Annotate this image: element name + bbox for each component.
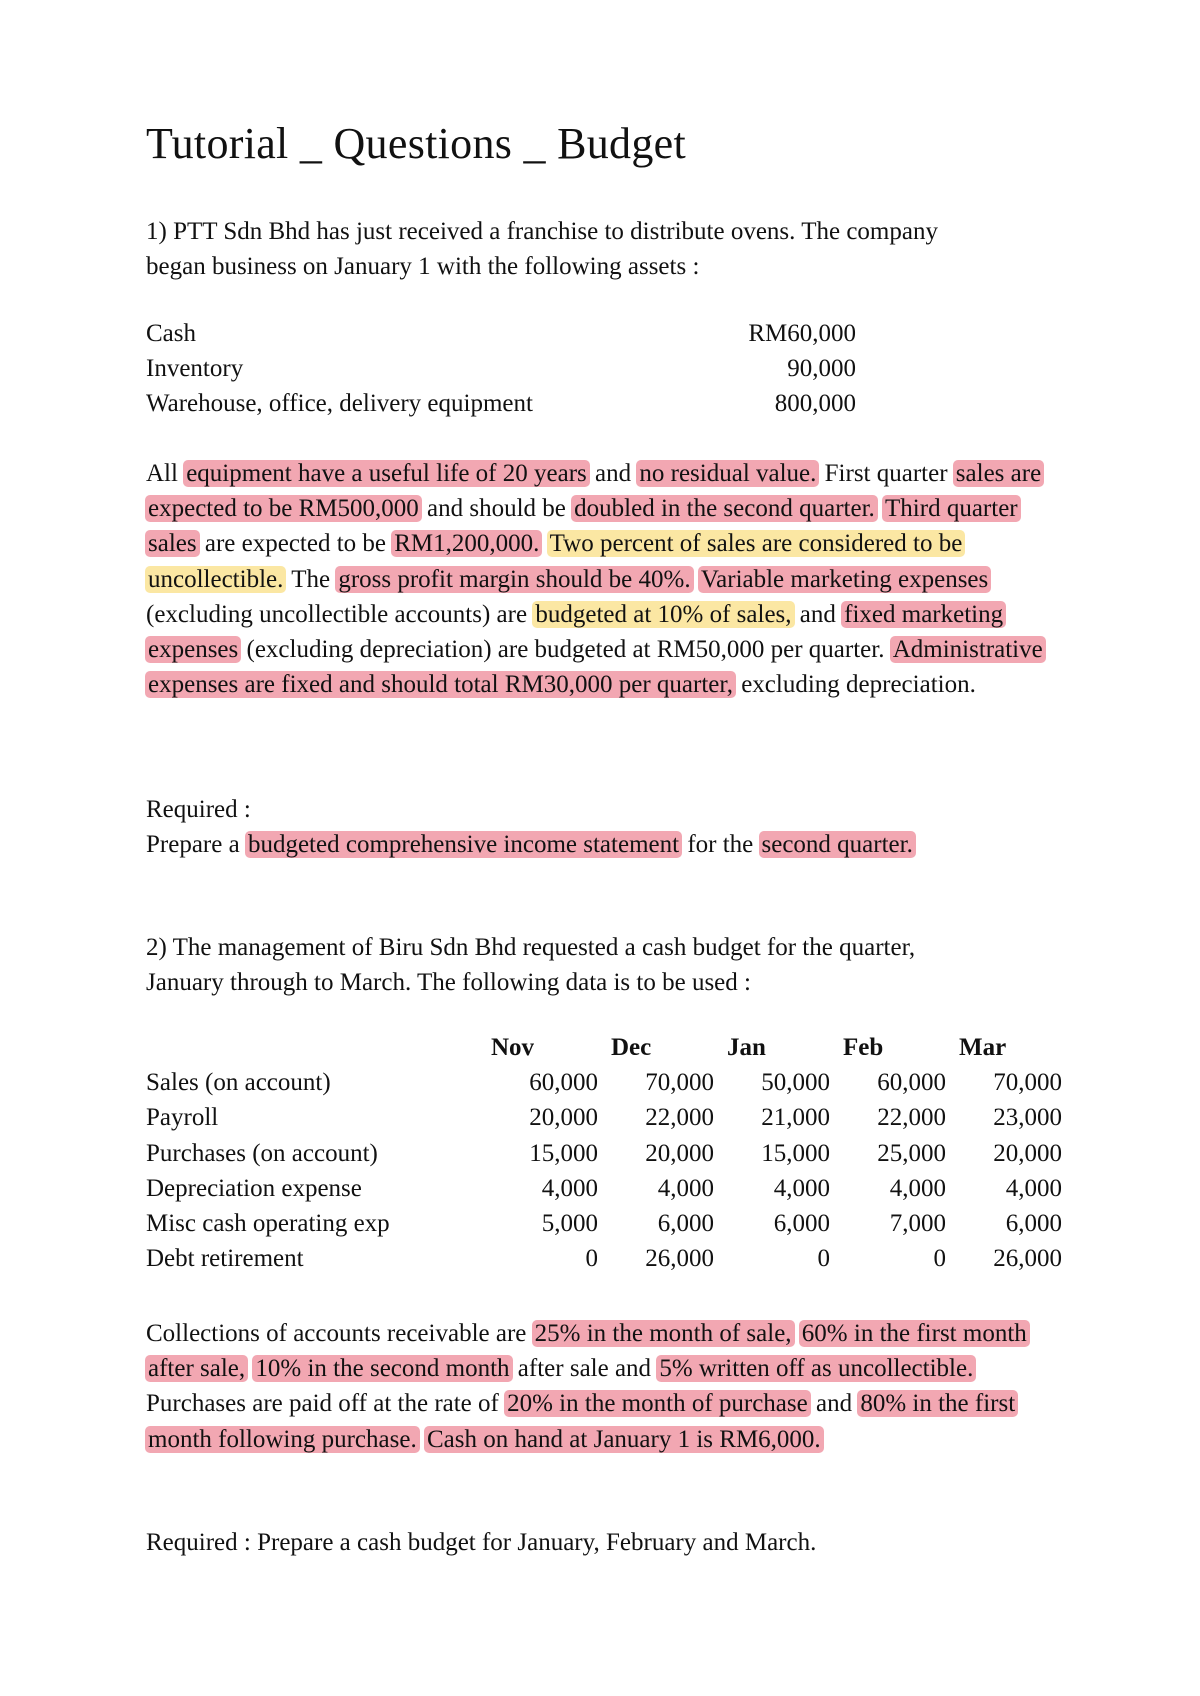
highlight-pink: 20% in the month of purchase — [504, 1390, 811, 1417]
month-header: Jan — [727, 1034, 766, 1061]
asset-label: Warehouse, office, delivery equipment — [146, 390, 533, 417]
highlight-pink: second quarter. — [759, 831, 916, 858]
row-label: Purchases (on account) — [146, 1139, 378, 1167]
asset-row-inventory — [146, 351, 856, 386]
cell-value: 70,000 — [645, 1069, 714, 1097]
text-run: Collections of accounts receivable are — [146, 1320, 527, 1347]
cell-value: 15,000 — [529, 1139, 598, 1167]
row-label: Depreciation expense — [146, 1174, 362, 1202]
month-header: Mar — [959, 1034, 1007, 1061]
cell-value: 4,000 — [1005, 1174, 1062, 1202]
q1-intro-line-2: began business on January 1 with the following assets : — [146, 253, 700, 281]
asset-amount: 800,000 — [774, 390, 856, 417]
q2-data-table — [146, 1030, 1062, 1276]
text-run: excluding depreciation. — [741, 671, 976, 699]
table-row — [146, 1065, 1062, 1100]
q2-paragraph — [146, 1316, 1076, 1457]
cell-value: 15,000 — [761, 1139, 830, 1167]
cell-value: 22,000 — [877, 1104, 946, 1132]
asset-amount: 90,000 — [787, 355, 856, 382]
cell-value: 6,000 — [657, 1210, 714, 1238]
asset-label: Inventory — [146, 355, 244, 382]
row-label: Payroll — [146, 1104, 219, 1132]
cell-value: 4,000 — [657, 1174, 714, 1202]
row-label: Misc cash operating exp — [146, 1210, 390, 1238]
cell-value: 0 — [817, 1245, 830, 1273]
cell-value: 60,000 — [877, 1069, 946, 1097]
cell-value: 7,000 — [889, 1210, 946, 1238]
cell-value: 20,000 — [993, 1139, 1062, 1167]
cell-value: 6,000 — [1005, 1210, 1062, 1238]
row-label: Debt retirement — [146, 1245, 304, 1273]
text-run: and — [799, 600, 836, 628]
cell-value: 0 — [585, 1245, 598, 1273]
q1-intro-line-1: 1) PTT Sdn Bhd has just received a franchise to distribute ovens. The company — [146, 218, 938, 245]
table-row — [146, 1136, 1062, 1171]
highlight-pink: 10% in the second month — [252, 1355, 512, 1382]
asset-row-equipment — [146, 386, 856, 421]
table-header-row — [146, 1030, 1062, 1065]
cell-value: 70,000 — [993, 1069, 1062, 1097]
table-row — [146, 1171, 1062, 1206]
cell-value: 50,000 — [761, 1069, 830, 1097]
highlight-pink: gross profit margin should be 40%. — [335, 566, 693, 593]
cell-value: 20,000 — [645, 1139, 714, 1167]
month-header: Nov — [491, 1034, 535, 1061]
highlight-pink: RM1,200,000. — [391, 530, 542, 557]
cell-value: 0 — [933, 1245, 946, 1273]
table-row — [146, 1100, 1062, 1135]
text-run: All — [146, 460, 178, 487]
cell-value: 4,000 — [889, 1174, 946, 1202]
text-run: The — [291, 565, 331, 593]
text-run: (excluding depreciation) are budgeted at RM50,000 per quarter. — [246, 636, 885, 664]
cell-value: 6,000 — [773, 1210, 830, 1238]
cell-value: 60,000 — [529, 1069, 598, 1097]
required-label: Required : — [146, 796, 251, 823]
highlight-pink: fixed marketing expenses — [145, 601, 1006, 663]
text-run: are expected to be — [204, 530, 386, 558]
cell-value: 25,000 — [877, 1139, 946, 1167]
asset-label: Cash — [146, 320, 196, 347]
highlight-pink: 5% written off as uncollectible. — [656, 1355, 976, 1382]
text-run: Purchases are paid off at the rate of — [146, 1390, 499, 1418]
cell-value: 4,000 — [773, 1174, 830, 1202]
month-header: Dec — [611, 1034, 652, 1061]
document-title: Tutorial _ Questions _ Budget — [146, 119, 686, 168]
highlight-pink: sales are expected to be RM500,000 — [145, 460, 1044, 522]
highlight-pink: 60% in the first month after sale, — [145, 1320, 1030, 1382]
cell-value: 21,000 — [761, 1104, 830, 1132]
highlight-pink: doubled in the second quarter. — [571, 495, 878, 522]
highlight-pink: Third quarter sales — [145, 495, 1021, 557]
asset-amount: RM60,000 — [748, 320, 856, 347]
cell-value: 20,000 — [529, 1104, 598, 1132]
header-empty — [146, 1030, 491, 1065]
cell-value: 26,000 — [645, 1245, 714, 1273]
text-run: and — [815, 1390, 853, 1418]
cell-value: 5,000 — [541, 1210, 598, 1238]
highlight-yellow: Two percent of sales are considered to be uncollectible. — [145, 530, 965, 592]
text-run: First quarter — [824, 460, 948, 487]
text-run: for the — [687, 831, 754, 859]
q2-intro-line-1: 2) The management of Biru Sdn Bhd requested a cash budget for the quarter, — [146, 934, 916, 961]
text-run: after sale and — [517, 1355, 652, 1383]
highlight-pink: 25% in the month of sale, — [532, 1320, 795, 1347]
q1-paragraph — [146, 456, 1071, 702]
highlight-pink: Cash on hand at January 1 is RM6,000. — [424, 1426, 824, 1453]
highlight-pink: budgeted comprehensive income statement — [245, 831, 682, 858]
highlight-pink: Variable marketing expenses — [698, 566, 991, 593]
asset-row-cash — [146, 316, 856, 351]
q2-intro — [146, 930, 1081, 1000]
highlight-pink: 80% in the first month following purchase. — [145, 1390, 1018, 1452]
q2-intro-line-2: January through to March. The following data is to be used : — [146, 969, 751, 997]
q1-intro — [146, 214, 1081, 284]
text-run: and should be — [427, 495, 566, 523]
table-row — [146, 1206, 1062, 1241]
highlight-pink: Administrative expenses are fixed and should total RM30,000 per quarter, — [145, 636, 1046, 698]
row-label: Sales (on account) — [146, 1069, 331, 1097]
q1-required — [146, 792, 1081, 862]
highlight-yellow: budgeted at 10% of sales, — [532, 601, 794, 628]
text-run: Prepare a — [146, 831, 240, 859]
q2-required: Required : Prepare a cash budget for January, February and March. — [146, 1529, 817, 1556]
cell-value: 26,000 — [993, 1245, 1062, 1273]
text-run: and — [595, 460, 632, 487]
cell-value: 22,000 — [645, 1104, 714, 1132]
highlight-pink: no residual value. — [636, 460, 819, 487]
table-row — [146, 1241, 1062, 1276]
cell-value: 4,000 — [541, 1174, 598, 1202]
cell-value: 23,000 — [993, 1104, 1062, 1132]
month-header: Feb — [843, 1034, 884, 1061]
text-run: (excluding uncollectible accounts) are — [146, 600, 528, 628]
highlight-pink: equipment have a useful life of 20 years — [183, 460, 590, 487]
